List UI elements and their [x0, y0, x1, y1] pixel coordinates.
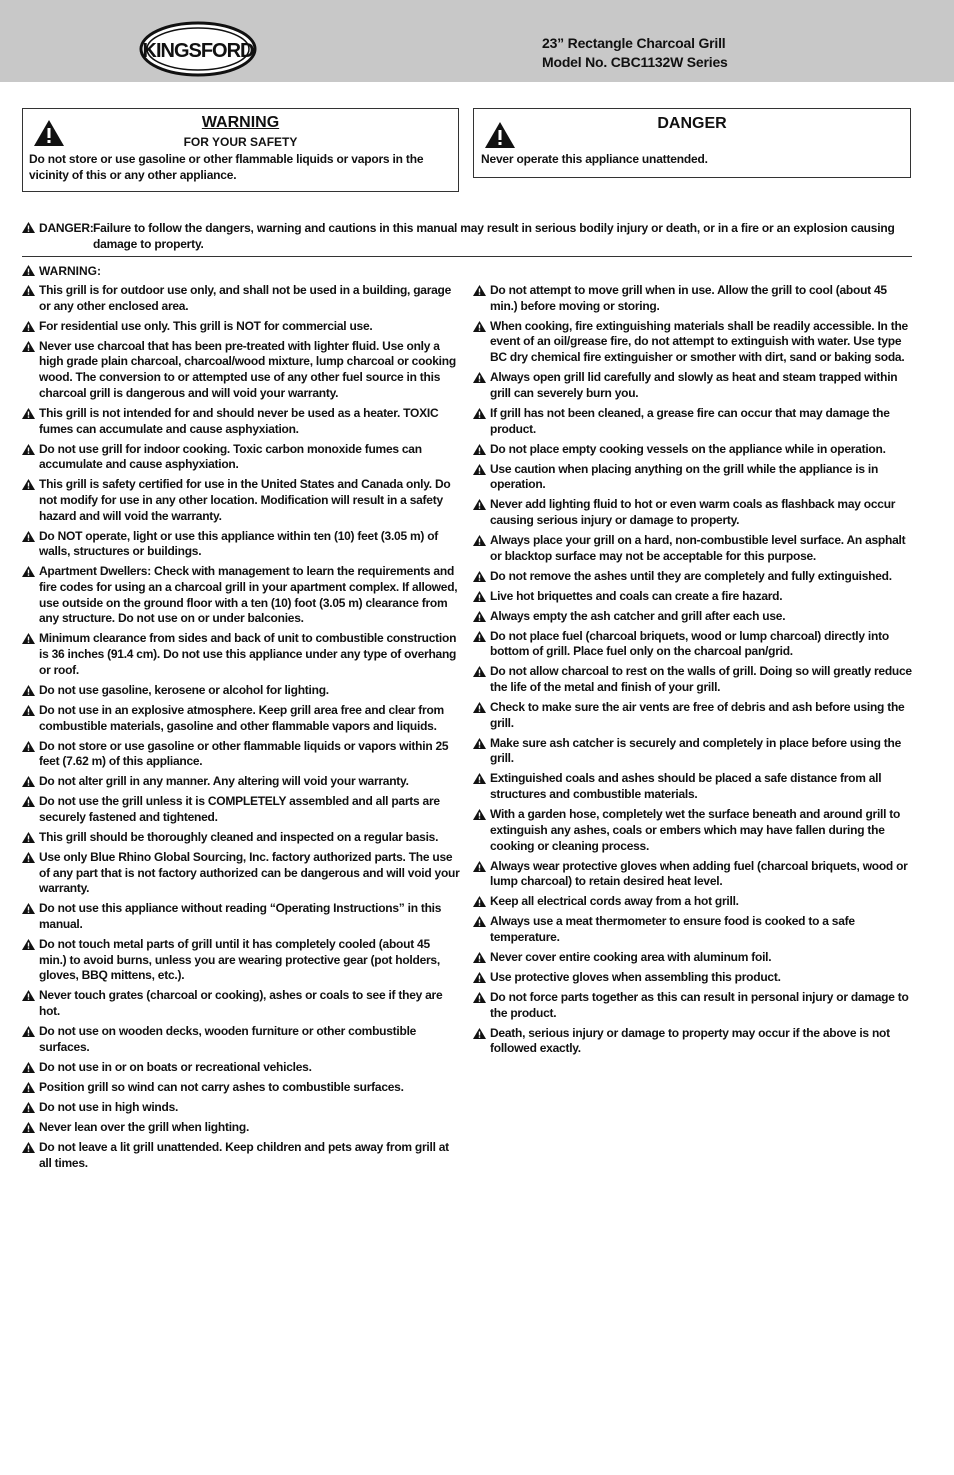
alert-triangle-icon: [473, 809, 486, 820]
warning-item: [22, 1060, 460, 1076]
warning-item-text: Never lean over the grill when lighting.: [39, 1119, 250, 1134]
warning-item-text: Do not use gasoline, kerosene or alcohol for lighting.: [39, 682, 329, 697]
warning-item-text: Do not place fuel (charcoal briquets, wood or lump charcoal) directly into bottom of grill. Place fuel only on the charcoal pan/grid.: [490, 628, 889, 659]
danger-text: Never operate this appliance unattended.: [481, 152, 708, 166]
alert-triangle-icon: [22, 1062, 35, 1073]
warning-item: [473, 990, 913, 1021]
warning-item: [22, 442, 460, 473]
warning-item-text: Always open grill lid carefully and slowly as heat and steam trapped within grill can severely burn you.: [490, 370, 898, 400]
warning-item-text: Do not use on wooden decks, wooden furniture or other combustible surfaces.: [39, 1024, 417, 1054]
alert-triangle-icon: [473, 1028, 486, 1039]
alert-triangle-icon: [22, 265, 35, 276]
product-name: 23” Rectangle Charcoal Grill: [542, 35, 726, 51]
alert-triangle-icon: [22, 852, 35, 863]
warning-item-text: Keep all electrical cords away from a hot grill.: [490, 894, 739, 909]
alert-triangle-icon: [473, 702, 486, 713]
alert-triangle-icon: [22, 479, 35, 490]
alert-triangle-icon: [473, 535, 486, 546]
warnings-list-right: [473, 283, 913, 1061]
warning-item-text: This grill should be thoroughly cleaned and inspected on a regular basis.: [39, 829, 439, 844]
warning-item-text: Do not leave a lit grill unattended. Keep children and pets away from grill at all times.: [39, 1139, 449, 1170]
model-number: Model No. CBC1132W Series: [542, 54, 728, 70]
alert-triangle-icon: [473, 952, 486, 963]
warning-item: [22, 703, 460, 734]
alert-triangle-icon: [473, 444, 486, 455]
alert-triangle-icon: [473, 631, 486, 642]
warning-item: [473, 569, 913, 585]
warning-item: [473, 370, 913, 401]
warning-item: [22, 774, 460, 790]
alert-triangle-icon: [473, 285, 486, 296]
header-band: [0, 0, 954, 82]
warning-item-text: If grill has not been cleaned, a grease fire can occur that may damage the product.: [490, 405, 890, 436]
warning-item-text: Do NOT operate, light or use this appliance within ten (10) feet (3.05 m) of walls, structures or buildings.: [39, 528, 439, 559]
warning-item-text: Use protective gloves when assembling this product.: [490, 969, 781, 984]
warning-text: Do not store or use gasoline or other flammable liquids or vapors in the vicinity of this or any other appliance.: [29, 152, 424, 182]
warning-item: [22, 564, 460, 627]
warning-item: [22, 683, 460, 699]
warning-item: [473, 807, 913, 854]
warning-item-text: Always empty the ash catcher and grill after each use.: [490, 608, 786, 623]
alert-triangle-icon: [473, 408, 486, 419]
warning-item: [473, 589, 913, 605]
warning-item-text: Never cover entire cooking area with aluminum foil.: [490, 949, 772, 964]
warning-item: [473, 859, 913, 890]
alert-triangle-icon: [22, 1082, 35, 1093]
alert-triangle-icon: [473, 972, 486, 983]
warning-item: [473, 894, 913, 910]
warning-item: [22, 339, 460, 402]
warning-item: [473, 736, 913, 767]
danger-title: DANGER: [657, 115, 727, 132]
warning-item-text: Do not use in high winds.: [39, 1099, 179, 1114]
warning-item-text: Death, serious injury or damage to property may occur if the above is not followed exactly.: [490, 1025, 890, 1056]
warning-item-text: Do not attempt to move grill when in use. Allow the grill to cool (about 45 min.) before moving or storing.: [490, 283, 887, 313]
alert-triangle-icon: [22, 741, 35, 752]
warning-item: [473, 609, 913, 625]
warnings-heading: [22, 263, 101, 279]
alert-triangle-icon: [473, 992, 486, 1003]
alert-triangle-icon: [22, 444, 35, 455]
warning-item: [22, 739, 460, 770]
alert-triangle-icon: [473, 896, 486, 907]
warning-item: [22, 319, 460, 335]
warning-item-text: Live hot briquettes and coals can create a fire hazard.: [490, 588, 783, 603]
warning-item: [22, 1024, 460, 1055]
warning-item: [473, 771, 913, 802]
alert-triangle-icon: [22, 566, 35, 577]
alert-triangle-icon: [22, 1122, 35, 1133]
warning-item-text: This grill is safety certified for use in the United States and Canada only. Do not modify for use in any other location. Modification will result in a safety hazard and will void the warranty.: [39, 477, 451, 523]
warning-item-text: Always place your grill on a hard, non-combustible level surface. An asphalt or blacktop surface may not be acceptable for this purpose.: [490, 532, 906, 563]
alert-triangle-icon: [22, 903, 35, 914]
warning-item: [473, 319, 913, 366]
warning-item-text: Never use charcoal that has been pre-treated with lighter fluid. Use only a high grade plain charcoal, charcoal/wood mixture, lump charcoal or cooking wood. The conversion to or attempted use of any other fuel source in this charcoal grill is dangerous and will void your warranty.: [39, 338, 456, 400]
alert-triangle-icon: [22, 1102, 35, 1113]
warning-item-text: This grill is not intended for and should never be used as a heater. TOXIC fumes can accumulate and cause asphyxiation.: [39, 405, 439, 436]
warning-item: [473, 629, 913, 660]
warning-item: [22, 794, 460, 825]
warning-item: [22, 830, 460, 846]
alert-triangle-icon: [473, 738, 486, 749]
alert-triangle-icon: [22, 531, 35, 542]
alert-triangle-icon: [22, 776, 35, 787]
alert-triangle-icon: [22, 321, 35, 332]
warning-item-text: Extinguished coals and ashes should be placed a safe distance from all structures and combustible materials.: [490, 771, 882, 802]
warning-item: [473, 406, 913, 437]
warning-item: [22, 1120, 460, 1136]
warning-item: [22, 1080, 460, 1096]
warning-item: [473, 700, 913, 731]
product-title: [542, 34, 728, 72]
alert-triangle-icon: [22, 285, 35, 296]
warning-item: [22, 1140, 460, 1171]
warning-item-text: Always wear protective gloves when adding fuel (charcoal briquets, wood or lump charcoal) to retain desired heat level.: [490, 858, 908, 889]
warning-item: [473, 1026, 913, 1057]
alert-triangle-icon: [22, 990, 35, 1001]
warning-item-text: Do not alter grill in any manner. Any altering will void your warranty.: [39, 774, 409, 789]
alert-triangle-icon: [22, 705, 35, 716]
kingsford-logo: [138, 20, 258, 78]
alert-triangle-icon: [22, 222, 35, 233]
warning-subtitle: FOR YOUR SAFETY: [183, 135, 298, 149]
warning-item-text: For residential use only. This grill is NOT for commercial use.: [39, 318, 373, 333]
warning-item: [22, 988, 460, 1019]
warning-item: [22, 477, 460, 524]
warning-item: [22, 406, 460, 437]
warnings-list-left: [22, 283, 460, 1176]
alert-triangle-icon: [22, 796, 35, 807]
danger-statement-text: Failure to follow the dangers, warning and cautions in this manual may result in serious bodily injury or death, or in a fire or an explosion causing damage to property.: [93, 221, 895, 251]
alert-triangle-icon: [473, 773, 486, 784]
warning-item-text: Do not allow charcoal to rest on the walls of grill. Doing so will greatly reduce the life of the metal and finish of your grill.: [490, 664, 912, 695]
warning-item-text: Never add lighting fluid to hot or even warm coals as flashback may occur causing serious injury or damage to property.: [490, 497, 896, 527]
warning-item-text: Do not use the grill unless it is COMPLETELY assembled and all parts are securely fastened and tightened.: [39, 794, 440, 824]
warning-item-text: Do not remove the ashes until they are completely and fully extinguished.: [490, 568, 892, 583]
alert-triangle-icon: [22, 408, 35, 419]
warning-item: [473, 497, 913, 528]
alert-triangle-icon: [22, 341, 35, 352]
warning-item-text: This grill is for outdoor use only, and shall not be used in a building, garage or any other enclosed area.: [39, 283, 452, 313]
warning-item-text: Do not place empty cooking vessels on the appliance while in operation.: [490, 441, 886, 456]
warning-item-text: When cooking, fire extinguishing materials shall be readily accessible. In the event of an oil/grease fire, do not attempt to extinguish with water. Use type BC dry chemical fire extinguisher or smother with dirt, sand or baking soda.: [490, 318, 908, 365]
warnings-label: WARNING:: [39, 264, 101, 278]
danger-statement-label: DANGER:: [39, 221, 94, 235]
alert-triangle-icon: [473, 372, 486, 383]
warning-title: WARNING: [201, 114, 280, 131]
alert-triangle-icon: [473, 591, 486, 602]
warning-item: [22, 529, 460, 560]
warning-item-text: Do not use in or on boats or recreational vehicles.: [39, 1059, 312, 1074]
alert-triangle-icon: [473, 916, 486, 927]
warning-item: [473, 950, 913, 966]
warning-item-text: Do not store or use gasoline or other flammable liquids or vapors within 25 feet (7.62 m) of this appliance.: [39, 738, 449, 769]
alert-triangle-icon: [22, 633, 35, 644]
warning-item: [473, 462, 913, 493]
warning-box: [22, 108, 459, 192]
alert-triangle-icon: [473, 571, 486, 582]
alert-triangle-icon: [22, 1142, 35, 1153]
alert-triangle-icon: [22, 832, 35, 843]
warning-item-text: Use caution when placing anything on the grill while the appliance is in operation.: [490, 461, 879, 492]
warning-item-text: Use only Blue Rhino Global Sourcing, Inc. factory authorized parts. The use of any part that is not factory authorized can be dangerous and will void your warranty.: [39, 849, 460, 896]
alert-triangle-icon: [473, 861, 486, 872]
warning-item: [473, 970, 913, 986]
alert-triangle-icon: [22, 685, 35, 696]
warning-item: [22, 283, 460, 314]
warning-item-text: Do not use grill for indoor cooking. Toxic carbon monoxide fumes can accumulate and cause asphyxiation.: [39, 441, 422, 472]
warning-item: [473, 442, 913, 458]
warning-item-text: Always use a meat thermometer to ensure food is cooked to a safe temperature.: [490, 914, 855, 944]
warning-item: [22, 631, 460, 678]
alert-triangle-icon: [473, 321, 486, 332]
warning-item-text: Apartment Dwellers: Check with management to learn the requirements and fire codes for using an a charcoal grill in your apartment complex. If allowed, use outside on the ground floor with a ten (10) foot (3.05 m) clearance from any structure. Do not use on or under balconies.: [39, 564, 458, 626]
warning-item-text: Do not force parts together as this can result in personal injury or damage to the product.: [490, 989, 909, 1020]
warning-item: [22, 937, 460, 984]
warning-item: [473, 533, 913, 564]
warning-item-text: Make sure ash catcher is securely and completely in place before using the grill.: [490, 735, 901, 766]
warning-item: [22, 1100, 460, 1116]
logo-text: KINGSFORD: [142, 40, 254, 62]
alert-triangle-icon: [473, 499, 486, 510]
danger-box: [473, 108, 911, 178]
alert-triangle-icon: [473, 611, 486, 622]
divider-rule: [22, 256, 912, 257]
warning-item: [473, 283, 913, 314]
alert-triangle-icon: [22, 939, 35, 950]
warning-item-text: With a garden hose, completely wet the surface beneath and around grill to extinguish any ashes, coals or embers which may have fallen during the cooking or cleaning process.: [490, 807, 901, 853]
warning-item-text: Position grill so wind can not carry ashes to combustible surfaces.: [39, 1079, 404, 1094]
warning-item: [473, 664, 913, 695]
warning-item: [22, 850, 460, 897]
warning-item-text: Do not use in an explosive atmosphere. Keep grill area free and clear from combustible materials, gasoline and other flammable vapors and liquids.: [39, 702, 444, 733]
alert-triangle-icon: [473, 666, 486, 677]
warning-item: [473, 914, 913, 945]
warning-item-text: Minimum clearance from sides and back of unit to combustible construction is 36 inches (91.4 cm). Do not use this appliance under any type of overhang or roof.: [39, 631, 457, 677]
warning-item-text: Do not touch metal parts of grill until it has completely cooled (about 45 min.) to avoid burns, unless you are wearing protective gear (pot holders, gloves, BBQ mittens, etc.).: [39, 937, 440, 983]
alert-triangle-icon: [22, 1026, 35, 1037]
warning-item-text: Never touch grates (charcoal or cooking), ashes or coals to see if they are hot.: [39, 988, 443, 1019]
alert-triangle-icon: [473, 464, 486, 475]
warning-item-text: Do not use this appliance without reading “Operating Instructions” in this manual.: [39, 901, 442, 932]
warning-item-text: Check to make sure the air vents are free of debris and ash before using the grill.: [490, 700, 905, 730]
warning-item: [22, 901, 460, 932]
